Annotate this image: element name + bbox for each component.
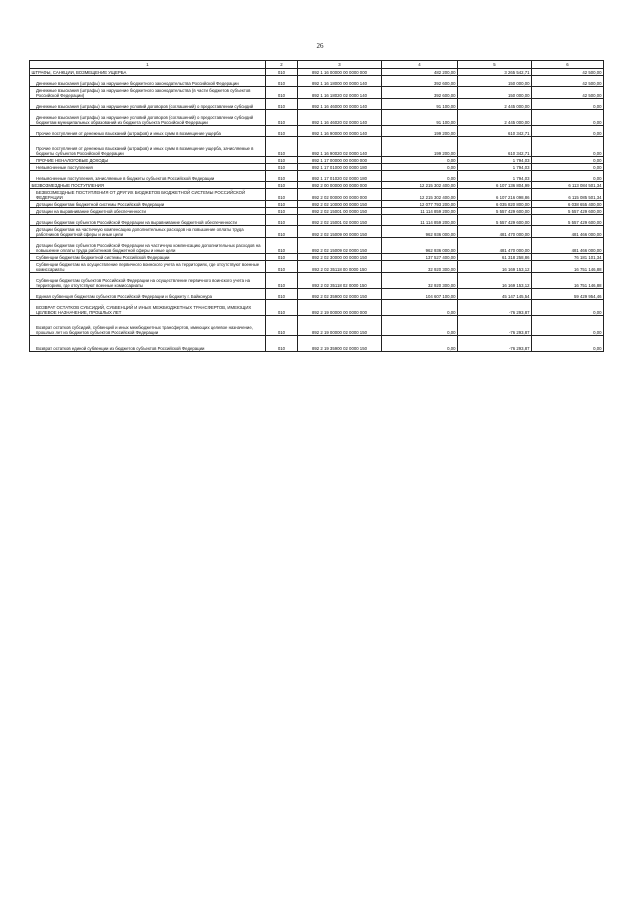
row-name-cell: Денежные взыскания (штрафы) за нарушение бюджетного законодательства (в части бюджетов субъектов Российской Федерации) [30,87,266,99]
row-col4-cell: 32 920 300,00 [382,273,458,289]
row-code-cell: 010 [266,273,298,289]
row-name-cell: Возврат остатков единой субвенции из бюджетов субъектов Российской Федерации [30,336,266,352]
row-code-cell: 010 [266,69,298,76]
row-col6-cell: 481 466 000,00 [532,226,604,238]
row-kbk-cell: 892 2 02 30000 00 0000 150 [298,254,382,261]
row-name-cell: Субвенции бюджетам бюджетной системы Российской Федерации [30,254,266,261]
row-col6-cell: 0,00 [532,336,604,352]
row-name-cell: Субвенции бюджетам субъектов Российской Федерации на осуществление первичного воинского учета на территориях, где отсутствуют военные комиссариаты [30,273,266,289]
table-row [30,157,604,164]
row-kbk-cell: 892 2 02 00000 00 0000 000 [298,189,382,201]
row-col6-cell: 5 557 429 600,00 [532,208,604,215]
row-code-cell: 010 [266,126,298,137]
table-row [30,316,604,336]
row-code-cell: 010 [266,254,298,261]
row-col5-cell: -76 293,87 [458,300,532,316]
row-col4-cell: 91 100,00 [382,99,458,110]
row-col4-cell: 0,00 [382,336,458,352]
row-name-cell: ВОЗВРАТ ОСТАТКОВ СУБСИДИЙ, СУБВЕНЦИЙ И ИНЫХ МЕЖБЮДЖЕТНЫХ ТРАНСФЕРТОВ, ИМЕЮЩИХ ЦЕЛЕВОЕ НАЗНАЧЕНИЕ, ПРОШЛЫХ ЛЕТ [30,300,266,316]
row-col5-cell: 16 169 153,12 [458,261,532,273]
row-kbk-cell: 892 2 02 35118 00 0000 150 [298,261,382,273]
row-col4-cell: 137 527 400,00 [382,254,458,261]
table-row [30,273,604,289]
row-col5-cell: 16 169 153,12 [458,273,532,289]
header-col-1: 1 [30,61,266,69]
row-name-cell: Дотации бюджетам на частичную компенсацию дополнительных расходов на повышение оплаты труда работников бюджетной сферы и иные цели [30,226,266,238]
row-name-cell: Денежные взыскания (штрафы) за нарушение бюджетного законодательства Российской Федерации [30,76,266,87]
row-col4-cell: 0,00 [382,171,458,182]
row-code-cell: 010 [266,189,298,201]
row-col5-cell: 150 000,00 [458,87,532,99]
row-col4-cell: 12 215 302 400,00 [382,189,458,201]
row-code-cell: 010 [266,164,298,171]
row-kbk-cell: 892 2 02 10000 00 0000 150 [298,201,382,208]
row-kbk-cell: 892 2 19 00000 02 0000 150 [298,316,382,336]
row-code-cell: 010 [266,157,298,164]
row-col5-cell: 610 342,71 [458,126,532,137]
row-code-cell: 010 [266,110,298,126]
row-kbk-cell: 892 1 16 18000 00 0000 140 [298,76,382,87]
table-body [30,69,604,352]
row-name-cell: БЕЗВОЗМЕЗДНЫЕ ПОСТУПЛЕНИЯ ОТ ДРУГИХ БЮДЖЕТОВ БЮДЖЕТНОЙ СИСТЕМЫ РОССИЙСКОЙ ФЕДЕРАЦИИ [30,189,266,201]
row-col4-cell: 11 114 859 200,00 [382,215,458,226]
row-kbk-cell: 892 1 17 00000 00 0000 000 [298,157,382,164]
row-col4-cell: 0,00 [382,157,458,164]
table-row [30,201,604,208]
row-name-cell: Субвенции бюджетам на осуществление первичного воинского учета на территориях, где отсутствуют военные комиссариаты [30,261,266,273]
row-name-cell: Денежные взыскания (штрафы) за нарушение условий договоров (соглашений) о предоставлении субсидий бюджетам муниципальных образований из бюджета субъекта Российской Федерации [30,110,266,126]
row-col6-cell: 76 181 101,34 [532,254,604,261]
row-col6-cell: 42 500,00 [532,69,604,76]
row-col4-cell: 962 936 000,00 [382,238,458,254]
row-col5-cell: 3 265 542,71 [458,69,532,76]
row-code-cell: 010 [266,300,298,316]
row-col6-cell: 0,00 [532,99,604,110]
row-col6-cell: 16 751 146,88 [532,273,604,289]
row-col5-cell: 6 107 136 804,99 [458,182,532,189]
row-col4-cell: 104 607 100,00 [382,289,458,300]
row-col6-cell: 0,00 [532,164,604,171]
row-col5-cell: 1 794,03 [458,171,532,182]
row-col6-cell: 0,00 [532,157,604,164]
row-code-cell: 010 [266,201,298,208]
row-col6-cell: 0,00 [532,137,604,157]
table-row [30,76,604,87]
row-col5-cell: 45 147 145,54 [458,289,532,300]
row-col4-cell: 0,00 [382,164,458,171]
row-kbk-cell: 892 1 17 01020 02 0000 180 [298,171,382,182]
row-kbk-cell: 892 1 16 46000 00 0000 140 [298,99,382,110]
row-name-cell: ПРОЧИЕ НЕНАЛОГОВЫЕ ДОХОДЫ [30,157,266,164]
row-code-cell: 010 [266,208,298,215]
table-row [30,254,604,261]
row-col5-cell: 2 445 000,00 [458,99,532,110]
row-name-cell: Невыясненные поступления, зачисляемые в бюджеты субъектов Российской Федерации [30,171,266,182]
row-name-cell: Дотации бюджетам субъектов Российской Федерации на выравнивание бюджетной обеспеченности [30,215,266,226]
header-col-3: 3 [298,61,382,69]
row-kbk-cell: 892 1 16 18020 02 0000 140 [298,87,382,99]
row-col5-cell: -76 293,87 [458,336,532,352]
row-col5-cell: 481 470 000,00 [458,238,532,254]
row-kbk-cell: 892 2 02 35900 02 0000 150 [298,289,382,300]
row-col4-cell: 0,00 [382,316,458,336]
row-kbk-cell: 892 2 00 00000 00 0000 000 [298,182,382,189]
row-col5-cell: 6 107 216 098,86 [458,189,532,201]
row-col4-cell: 199 200,00 [382,126,458,137]
row-col6-cell: 0,00 [532,316,604,336]
row-col5-cell: 1 794,03 [458,164,532,171]
row-col5-cell: 2 445 000,00 [458,110,532,126]
row-kbk-cell: 892 1 17 01000 00 0000 180 [298,164,382,171]
row-name-cell: Прочие поступления от денежных взысканий (штрафов) и иных сумм в возмещение ущерба [30,126,266,137]
table-row [30,215,604,226]
report-table [29,60,604,352]
row-col4-cell: 91 100,00 [382,110,458,126]
row-code-cell: 010 [266,215,298,226]
row-kbk-cell: 892 1 16 90000 00 0000 140 [298,126,382,137]
row-col5-cell: 6 035 820 800,00 [458,201,532,208]
row-kbk-cell: 892 2 02 15001 00 0000 150 [298,208,382,215]
row-name-cell: ШТРАФЫ, САНКЦИИ, ВОЗМЕЩЕНИЕ УЩЕРБА [30,69,266,76]
table-row [30,189,604,201]
row-code-cell: 010 [266,336,298,352]
row-name-cell: Прочие поступления от денежных взысканий (штрафов) и иных сумм в возмещение ущерба, зачисляемые в бюджеты субъектов Российской Федерации [30,137,266,157]
row-name-cell: БЕЗВОЗМЕЗДНЫЕ ПОСТУПЛЕНИЯ [30,182,266,189]
row-code-cell: 010 [266,171,298,182]
table-row [30,110,604,126]
row-name-cell: Денежные взыскания (штрафы) за нарушение условий договоров (соглашений) о предоставлении субсидий [30,99,266,110]
table-row [30,182,604,189]
row-col5-cell: 150 000,00 [458,76,532,87]
row-kbk-cell: 892 1 16 46020 02 0000 140 [298,110,382,126]
table-row [30,164,604,171]
row-col4-cell: 0,00 [382,300,458,316]
row-code-cell: 010 [266,316,298,336]
row-col4-cell: 12 077 793 200,00 [382,201,458,208]
row-col5-cell: 5 557 429 600,00 [458,215,532,226]
row-col4-cell: 482 200,00 [382,69,458,76]
row-col5-cell: 61 318 258,86 [458,254,532,261]
row-code-cell: 010 [266,76,298,87]
row-col4-cell: 12 215 302 400,00 [382,182,458,189]
row-col5-cell: -76 293,87 [458,316,532,336]
row-col6-cell: 6 115 085 501,34 [532,189,604,201]
header-col-6: 6 [532,61,604,69]
header-col-2: 2 [266,61,298,69]
row-name-cell: Невыясненные поступления [30,164,266,171]
row-code-cell: 010 [266,289,298,300]
row-name-cell: Дотации бюджетам бюджетной системы Российской Федерации [30,201,266,208]
table-row [30,171,604,182]
table-row [30,238,604,254]
row-col6-cell: 42 500,00 [532,76,604,87]
table-row [30,137,604,157]
row-col5-cell: 5 557 429 600,00 [458,208,532,215]
row-col6-cell: 6 113 084 501,34 [532,182,604,189]
row-kbk-cell: 892 1 16 00000 00 0000 000 [298,69,382,76]
row-code-cell: 010 [266,182,298,189]
row-col4-cell: 199 200,00 [382,137,458,157]
row-col6-cell: 5 557 429 600,00 [532,215,604,226]
row-code-cell: 010 [266,99,298,110]
row-col6-cell: 6 038 655 400,00 [532,201,604,208]
table-row [30,300,604,316]
row-code-cell: 010 [266,137,298,157]
table-row [30,226,604,238]
row-col5-cell: 1 794,03 [458,157,532,164]
row-col6-cell: 0,00 [532,171,604,182]
row-code-cell: 010 [266,226,298,238]
row-name-cell: Возврат остатков субсидий, субвенций и иных межбюджетных трансфертов, имеющих целевое назначение, прошлых лет из бюджетов субъектов Российской Федерации [30,316,266,336]
row-col6-cell: 42 500,00 [532,87,604,99]
row-kbk-cell: 892 2 02 15009 02 0000 150 [298,238,382,254]
row-kbk-cell: 892 1 16 90020 02 0000 140 [298,137,382,157]
row-col4-cell: 11 114 859 200,00 [382,208,458,215]
table-row [30,261,604,273]
table-row [30,126,604,137]
row-col6-cell: 16 751 146,88 [532,261,604,273]
row-code-cell: 010 [266,238,298,254]
row-col4-cell: 32 920 300,00 [382,261,458,273]
row-col6-cell: 0,00 [532,110,604,126]
table-row [30,208,604,215]
row-name-cell: Дотации бюджетам субъектов Российской Федерации на частичную компенсацию дополнительных расходов на повышение оплаты труда работников бюджетной сферы и иные цели [30,238,266,254]
row-col6-cell: 0,00 [532,126,604,137]
row-kbk-cell: 892 2 02 15009 00 0000 150 [298,226,382,238]
row-code-cell: 010 [266,261,298,273]
row-name-cell: Дотации на выравнивание бюджетной обеспеченности [30,208,266,215]
row-kbk-cell: 892 2 19 35900 02 0000 150 [298,336,382,352]
row-kbk-cell: 892 2 19 00000 00 0000 000 [298,300,382,316]
row-name-cell: Единая субвенция бюджетам субъектов Российской Федерации и бюджету г. Байконура [30,289,266,300]
table-row [30,69,604,76]
page-number: 26 [316,42,324,50]
header-col-5: 5 [458,61,532,69]
header-row [30,61,604,69]
table-row [30,336,604,352]
row-code-cell: 010 [266,87,298,99]
table-row [30,99,604,110]
table-row [30,87,604,99]
row-col4-cell: 392 600,00 [382,87,458,99]
row-col4-cell: 392 600,00 [382,76,458,87]
row-col5-cell: 610 342,71 [458,137,532,157]
row-kbk-cell: 892 2 02 15001 02 0000 150 [298,215,382,226]
header-col-4: 4 [382,61,458,69]
row-col6-cell: 481 466 000,00 [532,238,604,254]
table-row [30,289,604,300]
row-col5-cell: 481 470 000,00 [458,226,532,238]
row-kbk-cell: 892 2 02 35118 02 0000 150 [298,273,382,289]
row-col4-cell: 962 936 000,00 [382,226,458,238]
row-col6-cell: 59 429 954,46 [532,289,604,300]
row-col6-cell: 0,00 [532,300,604,316]
